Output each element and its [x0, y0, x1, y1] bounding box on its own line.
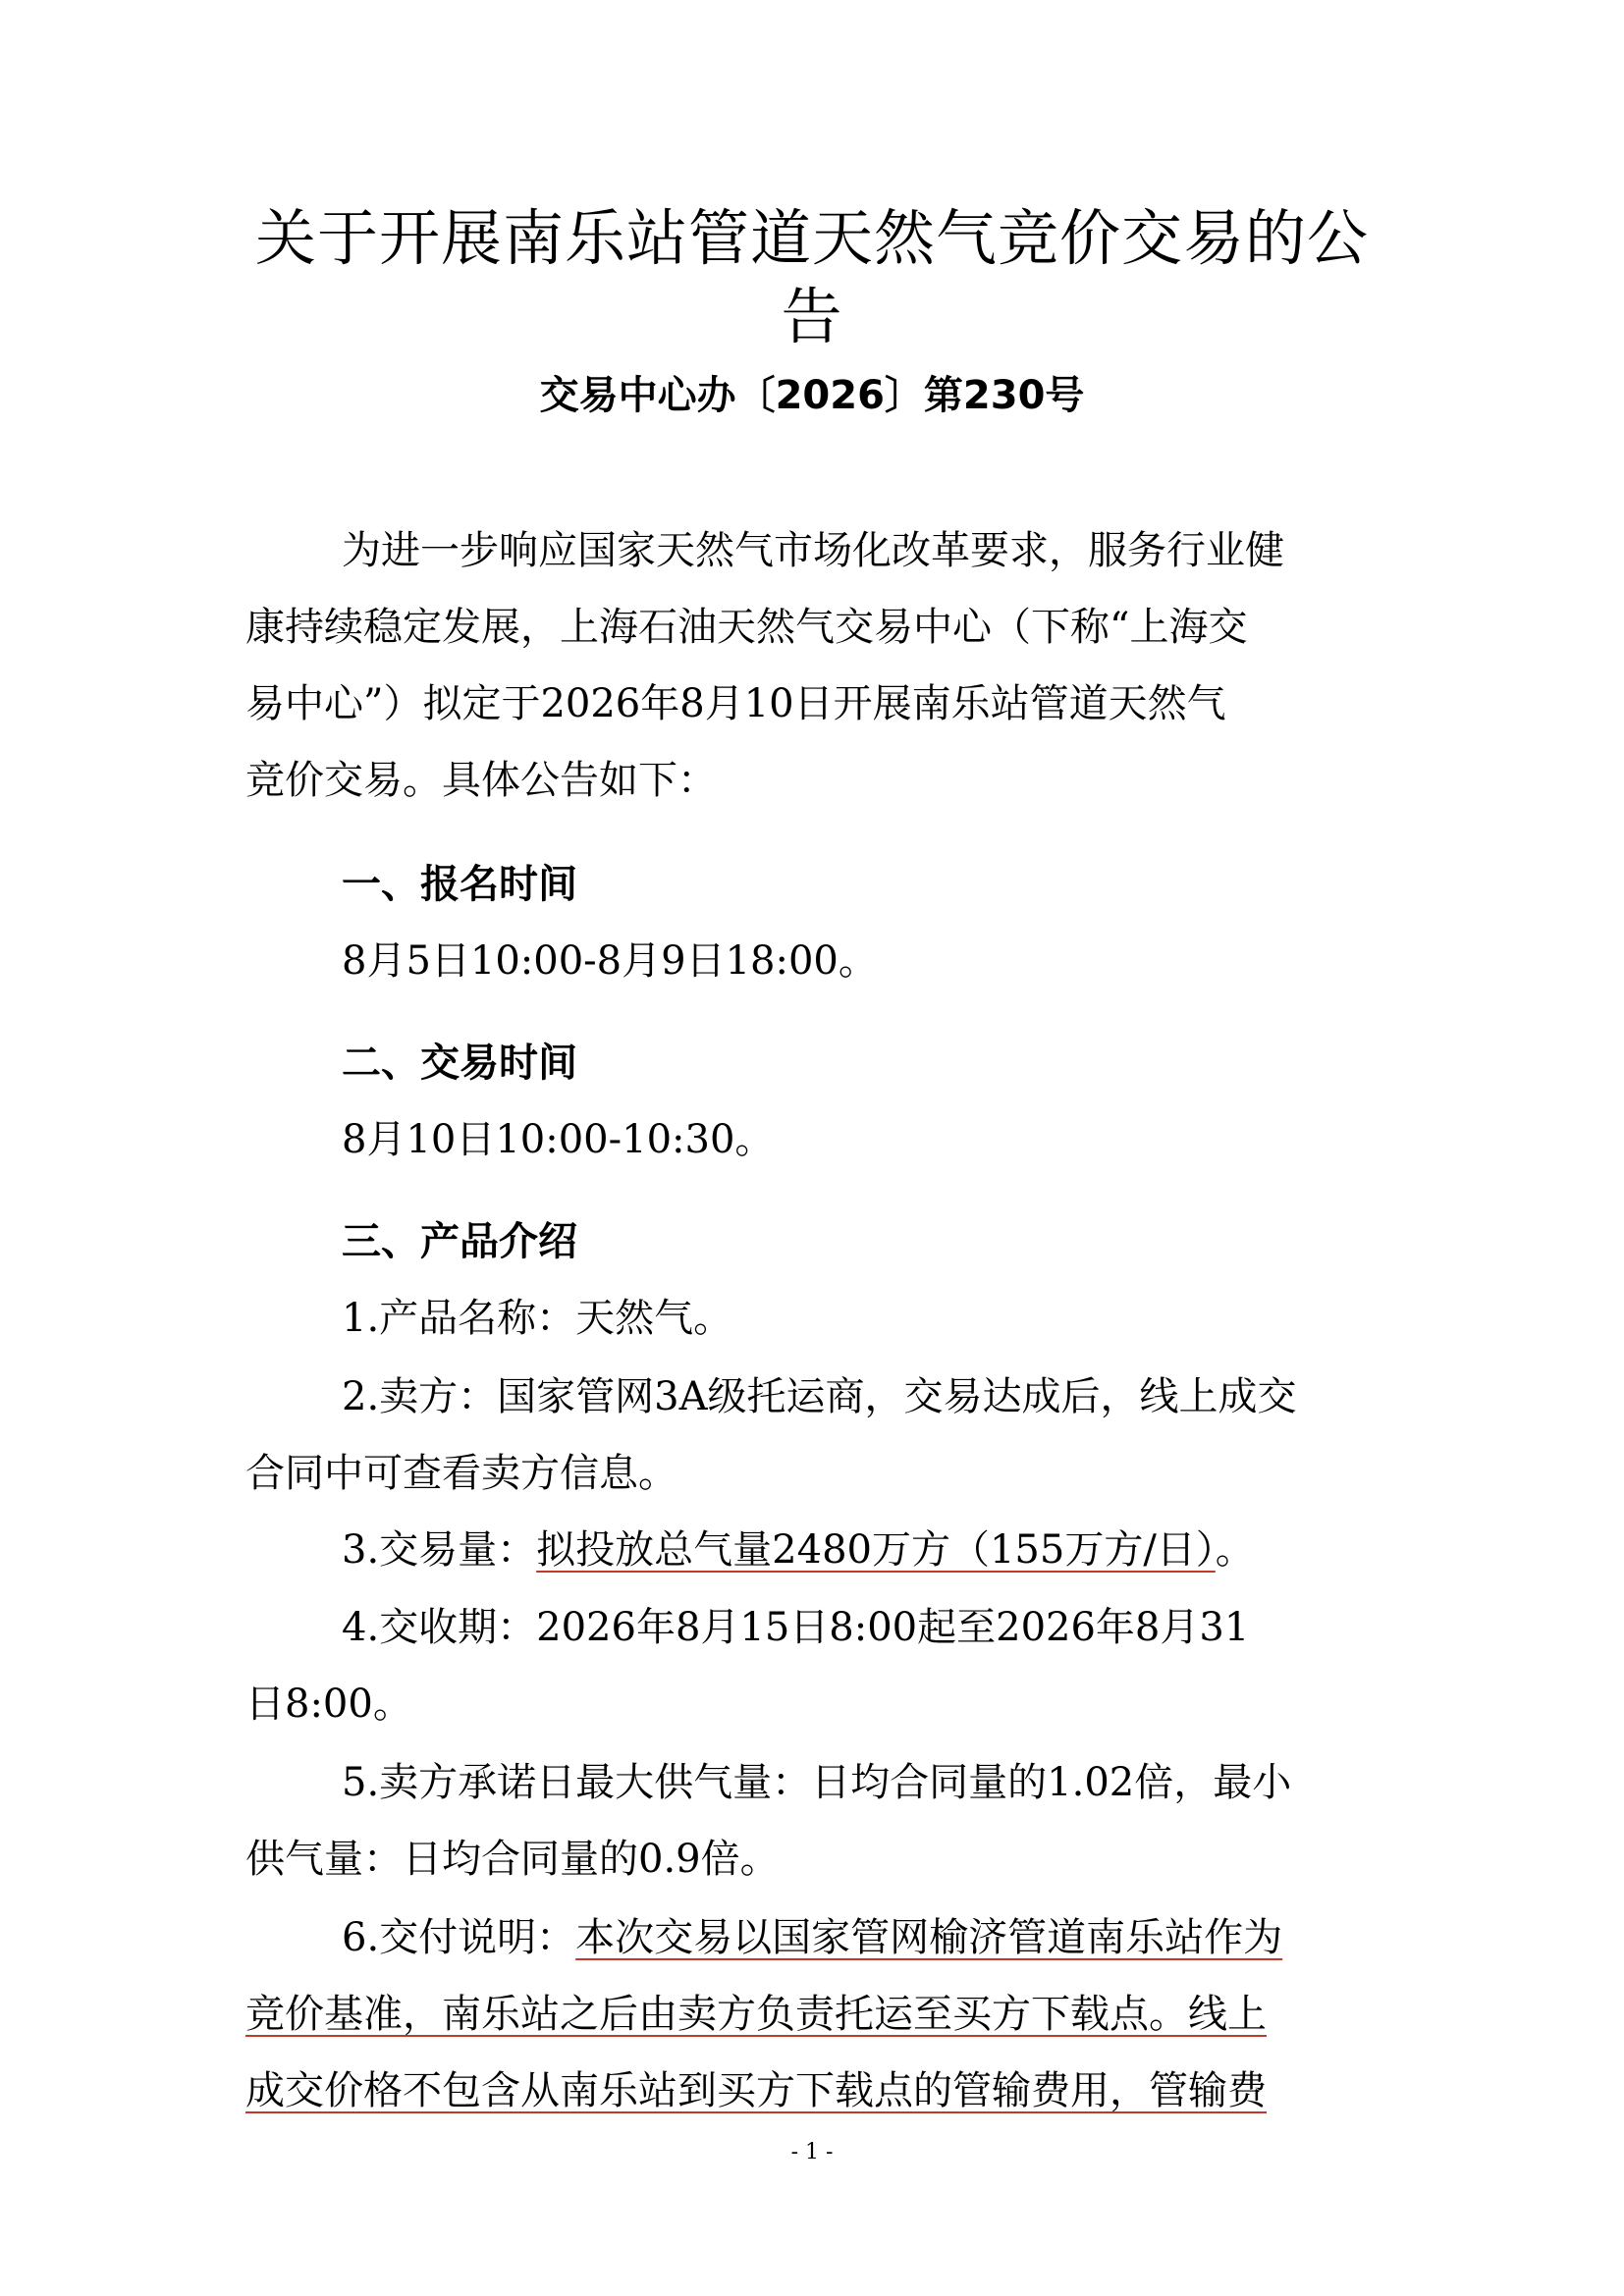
- product-item-6-line-1: [342, 1908, 1282, 1967]
- page-number: - 1 -: [790, 2140, 834, 2164]
- section-heading-registration-time: 一、报名时间: [342, 862, 577, 907]
- intro-line-2: 康持续稳定发展，上海石油天然气交易中心（下称“上海交: [245, 605, 1248, 650]
- product-item-6-line-2: [245, 1985, 1267, 2044]
- section-heading-product-intro: 三、产品介绍: [342, 1219, 577, 1264]
- delivery-note-underlined-1: 本次交易以国家管网榆济管道南乐站作为: [575, 1915, 1283, 1960]
- trading-volume-underlined: 拟投放总气量2480万方（155万方/日）: [536, 1527, 1216, 1573]
- product-item-4-line-1: 4.交收期：2026年8月15日8:00起至2026年8月31: [342, 1605, 1250, 1650]
- registration-time-text: 8月5日10:00-8月9日18:00。: [342, 938, 878, 984]
- product-item-6-line-3: [245, 2061, 1267, 2120]
- product-item-2-line-1: 2.卖方：国家管网3A级托运商，交易达成后，线上成交: [342, 1374, 1297, 1419]
- product-item-1: 1.产品名称：天然气。: [342, 1296, 733, 1341]
- product-item-5-line-2: 供气量：日均合同量的0.9倍。: [245, 1837, 780, 1882]
- product-item-3-label: 3.交易量：: [342, 1527, 537, 1573]
- product-item-4-line-2: 日8:00。: [245, 1682, 412, 1727]
- product-item-5-line-1: 5.卖方承诺日最大供气量：日均合同量的1.02倍，最小: [342, 1760, 1292, 1805]
- intro-line-3: 易中心”）拟定于2026年8月10日开展南乐站管道天然气: [245, 681, 1226, 726]
- product-item-6-label: 6.交付说明：: [342, 1915, 576, 1960]
- delivery-note-underlined-2: 竞价基准，南乐站之后由卖方负责托运至买方下载点。线上: [245, 1992, 1267, 2037]
- product-item-3-end: 。: [1215, 1527, 1255, 1573]
- document-title-line2: 告: [781, 281, 843, 352]
- product-item-2-line-2: 合同中可查看卖方信息。: [245, 1451, 677, 1496]
- intro-line-1: 为进一步响应国家天然气市场化改革要求，服务行业健: [342, 528, 1284, 573]
- delivery-note-underlined-3: 成交价格不包含从南乐站到买方下载点的管输费用，管输费: [245, 2068, 1267, 2113]
- trading-time-text: 8月10日10:00-10:30。: [342, 1117, 775, 1162]
- document-title-line1: 关于开展南乐站管道天然气竞价交易的公: [254, 202, 1369, 274]
- intro-line-4: 竞价交易。具体公告如下：: [245, 758, 717, 803]
- document-number: 交易中心办〔2026〕第230号: [539, 373, 1085, 418]
- product-item-3: [342, 1521, 1255, 1579]
- section-heading-trading-time: 二、交易时间: [342, 1041, 577, 1086]
